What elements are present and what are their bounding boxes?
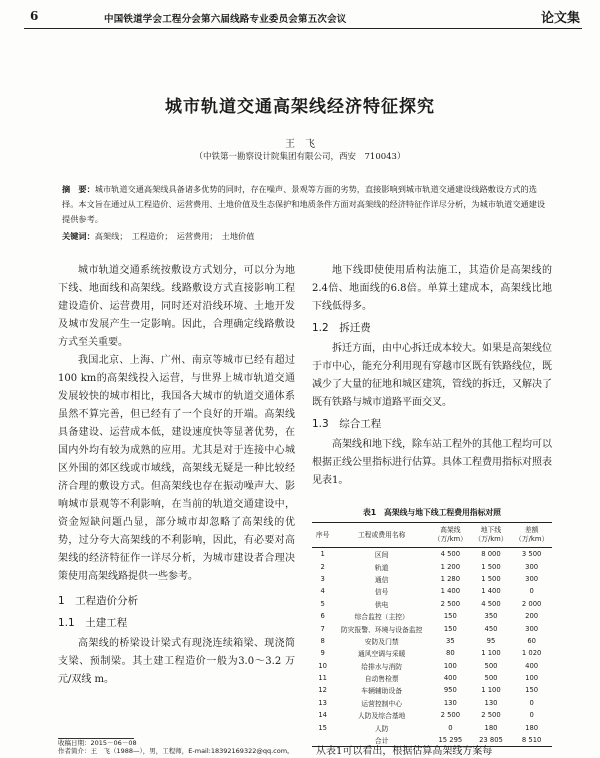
table-cell: 轨道 (374, 563, 389, 572)
table-row (312, 672, 552, 684)
table-cell: 4 (320, 587, 325, 596)
table-cell: 区间 (374, 551, 389, 560)
abstract (62, 182, 548, 227)
table-cell: 350 (484, 612, 498, 621)
table-cell: 4 500 (481, 599, 501, 608)
author: 王 飞 (285, 139, 315, 150)
table-cell: 8 (320, 636, 325, 645)
table-cell: 运营控制中心 (361, 699, 403, 708)
table-cell: 1 200 (440, 562, 461, 571)
subsection-heading: 1.3 综合工程 (312, 418, 382, 430)
table-cell: 500 (484, 674, 498, 683)
table-cell: 1 (320, 550, 325, 559)
table-cell: 11 (318, 674, 327, 683)
table-row (312, 560, 552, 572)
table-row (312, 709, 552, 721)
table-row (312, 684, 552, 696)
page-number: 6 (30, 9, 39, 23)
table-cell: 130 (443, 698, 457, 707)
table-cell: 人防 (374, 724, 389, 733)
table-cell: 150 (443, 624, 457, 633)
table-cell: 180 (525, 723, 539, 732)
table-cell: 23 805 (471, 734, 512, 747)
paragraph: 拆迁方面，由中心拆迁成本较大。如果是高架线位于市中心，能充分利用现有穿越市区既有铁路线位，既减少了大量的征地和城区建筑，管线的拆迁，又解决了既有铁路与城市道路平面交叉。 (312, 343, 552, 408)
table-row (312, 622, 552, 634)
table-cell: 3 (320, 574, 325, 583)
table-cell: 150 (525, 686, 539, 695)
affiliation: （中铁第一勘察设计院集团有限公司，西安 710043） (194, 152, 406, 162)
table-cell: 车辆辅助设备 (361, 687, 403, 696)
subsection-heading: 1.1 土建工程 (58, 617, 128, 629)
table-cell: 3 500 (521, 550, 542, 559)
table-row (312, 598, 552, 610)
table-cell: 安防及门禁 (364, 637, 399, 646)
section-heading: 1 工程造价分析 (58, 595, 139, 607)
table-cell: 1 100 (481, 649, 501, 658)
table-cell: 自动售检票 (364, 675, 399, 684)
table-row (312, 635, 552, 647)
table-cell: 180 (484, 723, 498, 732)
table-cell: 300 (525, 624, 539, 633)
table-cell: 人防及综合基地 (357, 712, 406, 721)
table-cell: 300 (525, 562, 539, 571)
header-rule (24, 28, 582, 29)
table-caption: 表1 高架线与地下线工程费用指标对照 (363, 508, 501, 517)
table-cell: 1 100 (481, 686, 501, 695)
table-cell: 2 000 (521, 599, 542, 608)
table-cell: 1 020 (521, 649, 542, 658)
table-row (312, 660, 552, 672)
table-cell: 400 (443, 674, 457, 683)
abstract-text: 城市轨道交通高架线具备诸多优势的同时，存在噪声、景观等方面的劣势，直接影响到城市轨道交通建设线路敷设方式的选择。本文旨在通过从工程造价、运营费用、土地价值及生态保护和地质条件方面对高架线的经济特征作详尽分析，为城市轨道交通建设提供参考。 (62, 184, 546, 224)
table-cell: 0 (529, 698, 534, 707)
table-cell: 通风空调与采暖 (357, 650, 406, 659)
footnote (58, 739, 294, 755)
table-cell: 1 280 (440, 574, 461, 583)
left-column (58, 262, 295, 689)
table-cell: 130 (484, 698, 498, 707)
table-cell: 400 (525, 661, 539, 670)
continuation-text: 从表1可以看出，根据估算高架线方案每 (316, 746, 493, 757)
running-header: 中国铁道学会工程分会第六届线路专业委员会第五次会议 (104, 14, 347, 25)
table-cell: 供电 (374, 600, 389, 609)
table-cell: 450 (484, 624, 498, 633)
table-header: 差额（万/km） (511, 523, 552, 548)
paragraph: 高架线和地下线，除车站工程外的其他工程均可以根据正线公里指标进行估算。具体工程费用指标对照表见表1。 (312, 439, 552, 486)
table-cell: 950 (443, 686, 457, 695)
table-cell: 5 (320, 599, 325, 608)
table-cell: 95 (486, 636, 496, 645)
table-cell: 4 500 (440, 550, 461, 559)
table-cell: 7 (320, 624, 325, 633)
received-date: 收稿日期：2015－06－08 (58, 739, 137, 747)
table-cell: 1 500 (481, 562, 501, 571)
table-cell: 14 (318, 711, 327, 720)
author-bio: 作者简介：王 飞（1988—），男，工程师，E-mail:18392169322@qq.com。 (58, 747, 294, 755)
table-cell: 300 (525, 574, 539, 583)
table-cell: 防灾报警、环境与设备监控 (340, 625, 423, 634)
table-cell: 1 400 (481, 587, 501, 596)
table-cell: 10 (318, 661, 327, 670)
table-cell: 综合监控（主控） (354, 613, 409, 622)
table-row (312, 585, 552, 597)
table-cell: 13 (318, 698, 327, 707)
table-header-row (312, 523, 552, 548)
table-header: 工程或费用名称 (333, 523, 430, 548)
keywords (62, 231, 548, 242)
table-header: 地下线（万/km） (471, 523, 512, 548)
paragraph: 我国北京、上海、广州、南京等城市已经有超过100 km的高架线投入运营，与世界上城市轨道交通发展较快的城市相比，我国各大城市的轨道交通体系虽然不算完善，但已经有了一个良好的开端。高架线具备建设、运营成本低，建设速度快等显著优势，在国内外均有较为成熟的应用。尤其是对于连接中心城区外围的郊区线或市域线，高架线无疑是一种比较经济合理的敷设方式。但高架线也存在振动噪声大、影响城市景观等不利影响，在当前的轨道交通建设中，资金短缺问题凸显，部分城市却忽略了高架线的优势，过分夸大高架线的不利影响，因此，有必要对高架线的经济特征作一详尽分析，为城市建设者合理决策使用高架线路提供一些参考。 (58, 355, 295, 582)
article-title: 城市轨道交通高架线经济特征探究 (165, 97, 435, 117)
paragraph: 地下线即使使用盾构法施工，其造价是高架线的2.4倍、地面线的6.8倍。单算土建成本，高架线比地下线低得多。 (312, 265, 552, 312)
table-cell: 2 500 (440, 599, 461, 608)
right-column (312, 262, 552, 490)
paragraph: 城市轨道交通系统按敷设方式划分，可以分为地下线、地面线和高架线。线路敷设方式直接影响工程建设造价、运营费用，同时还对沿线环境、土地开发及城市发展产生一定影响。因此，合理确定线路敷设方式至关重要。 (58, 265, 295, 348)
table-cell: 2 500 (440, 711, 461, 720)
table-cell: 信号 (374, 588, 389, 597)
paragraph: 高架线的桥梁设计梁式有现浇连续箱梁、现浇简支梁、预制梁。其土建工程造价一般为3.0～3.2 万元/双线 m。 (58, 638, 295, 685)
table-row (312, 697, 552, 709)
table-cell: 35 (446, 636, 455, 645)
table-cell: 2 (320, 562, 325, 571)
table-header: 高架线（万/km） (430, 523, 471, 548)
table-cell: 1 500 (481, 574, 501, 583)
table-row (312, 721, 552, 733)
table-cell: 100 (525, 674, 539, 683)
cost-table (312, 522, 552, 747)
table-cell: 1 400 (440, 587, 461, 596)
table-row (312, 610, 552, 622)
table-cell: 0 (529, 587, 534, 596)
table-cell: 150 (443, 612, 457, 621)
table-cell: 8 510 (511, 734, 552, 747)
table-cell: 通信 (374, 575, 389, 584)
table-cell: 2 500 (481, 711, 501, 720)
table-cell: 9 (320, 649, 325, 658)
table-row (312, 647, 552, 659)
subsection-heading: 1.2 拆迁费 (312, 322, 371, 334)
table-row (312, 548, 552, 561)
table-cell: 6 (320, 612, 325, 621)
table-cell: 500 (484, 661, 498, 670)
keywords-text: 高架线； 工程造价； 运营费用； 土地价值 (94, 231, 255, 241)
table-cell: 15 295 (430, 734, 471, 747)
table-cell: 0 (529, 711, 534, 720)
column-label: 论文集 (540, 11, 580, 26)
table-cell: 80 (446, 649, 455, 658)
table-header: 序号 (312, 523, 333, 548)
abstract-label: 摘 要： (62, 184, 95, 194)
table-cell: 8 000 (481, 550, 501, 559)
table-cell: 15 (318, 723, 327, 732)
table-row (312, 573, 552, 585)
table-cell: 12 (318, 686, 327, 695)
table-cell: 合计 (333, 734, 430, 747)
table-cell: 0 (448, 723, 453, 732)
keywords-label: 关键词： (62, 231, 95, 241)
table-cell: 200 (525, 612, 539, 621)
table-cell: 100 (443, 661, 457, 670)
table-cell: 60 (527, 636, 536, 645)
table-cell: 给排水与消防 (361, 662, 403, 671)
